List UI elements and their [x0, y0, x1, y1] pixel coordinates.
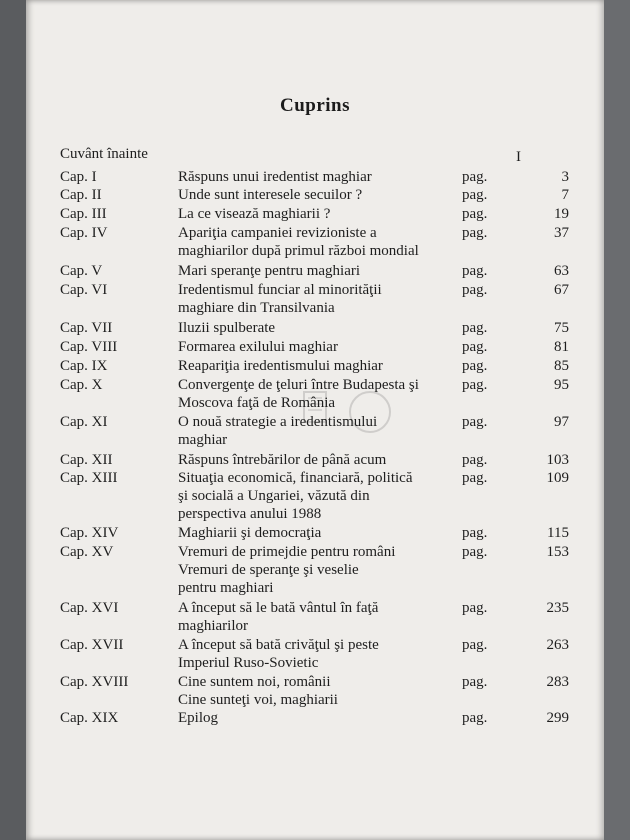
page-title: Cuprins — [279, 95, 351, 116]
chapter-title-line: maghiare din Transilvania — [178, 300, 335, 316]
page-abbrev: pag. — [462, 169, 488, 185]
page-abbrev: pag. — [462, 263, 488, 279]
chapter-title — [178, 319, 478, 337]
page-abbrev: pag. — [462, 470, 488, 486]
chapter-number: Cap. XI — [60, 414, 108, 430]
page-abbrev: pag. — [462, 674, 488, 690]
chapter-number: Cap. XV — [60, 544, 114, 560]
chapter-title-line: A început să le bată vântul în faţă — [178, 600, 379, 616]
chapter-number: Cap. X — [60, 377, 103, 393]
page-number: 235 — [546, 600, 569, 616]
page-abbrev: pag. — [462, 187, 488, 203]
page-number: 95 — [554, 377, 569, 393]
chapter-title — [178, 338, 478, 356]
page-abbrev: pag. — [462, 414, 488, 430]
page-abbrev: pag. — [462, 544, 488, 560]
chapter-title — [178, 186, 478, 204]
chapter-number: Cap. IV — [60, 225, 108, 241]
foreword-label: Cuvânt înainte — [60, 146, 148, 162]
chapter-title-line: Iredentismul funciar al minorităţii — [178, 282, 382, 298]
chapter-title — [178, 168, 478, 186]
page-number: 19 — [554, 206, 569, 222]
chapter-title — [178, 376, 478, 412]
chapter-title-line: Cine sunteţi voi, maghiarii — [178, 692, 338, 708]
chapter-title — [178, 224, 478, 260]
page-abbrev: pag. — [462, 637, 488, 653]
chapter-title-line: maghiar — [178, 432, 228, 448]
page-background-right — [604, 0, 630, 840]
chapter-title — [178, 451, 478, 469]
chapter-title-line: Situaţia economică, financiară, politică — [178, 470, 413, 486]
chapter-title — [178, 413, 478, 449]
page-number: 3 — [561, 169, 569, 185]
chapter-title-line: Reapariţia iredentismului maghiar — [178, 358, 383, 374]
page-number: 299 — [546, 710, 569, 726]
chapter-title-line: Maghiarii şi democraţia — [178, 525, 322, 541]
chapter-number: Cap. XVIII — [60, 674, 129, 690]
page-abbrev: pag. — [462, 339, 488, 355]
chapter-number: Cap. II — [60, 187, 102, 203]
chapter-number: Cap. XII — [60, 452, 113, 468]
chapter-number: Cap. III — [60, 206, 107, 222]
chapter-title-line: maghiarilor — [178, 618, 248, 634]
page-number: 115 — [547, 525, 569, 541]
page-number: 263 — [546, 637, 569, 653]
chapter-title-line: Iluzii spulberate — [178, 320, 276, 336]
chapter-title — [178, 469, 478, 523]
page-number: 37 — [554, 225, 569, 241]
chapter-title-line: La ce visează maghiarii ? — [178, 206, 331, 222]
page-number: 109 — [546, 470, 569, 486]
chapter-number: Cap. VI — [60, 282, 108, 298]
chapter-title-line: Răspuns unui iredentist maghiar — [178, 169, 372, 185]
chapter-title-line: perspectiva anului 1988 — [178, 506, 322, 522]
page-abbrev: pag. — [462, 377, 488, 393]
page-abbrev: pag. — [462, 452, 488, 468]
chapter-title-line: şi socială a Ungariei, văzută din — [178, 488, 370, 504]
page-number: 7 — [561, 187, 569, 203]
chapter-title — [178, 673, 478, 709]
chapter-title — [178, 709, 478, 727]
chapter-title-line: Convergenţe de ţeluri între Budapesta şi — [178, 377, 419, 393]
page-number: 103 — [546, 452, 569, 468]
chapter-number: Cap. XIV — [60, 525, 119, 541]
chapter-title — [178, 205, 478, 223]
chapter-title-line: pentru maghiari — [178, 580, 274, 596]
chapter-title — [178, 524, 478, 542]
chapter-number: Cap. IX — [60, 358, 108, 374]
chapter-title-line: Răspuns întrebărilor de până acum — [178, 452, 387, 468]
page-abbrev: pag. — [462, 320, 488, 336]
chapter-title-line: O nouă strategie a iredentismului — [178, 414, 378, 430]
page-abbrev: pag. — [462, 358, 488, 374]
page-abbrev: pag. — [462, 225, 488, 241]
chapter-title-line: Unde sunt interesele secuilor ? — [178, 187, 363, 203]
chapter-title — [178, 357, 478, 375]
page-abbrev: pag. — [462, 710, 488, 726]
chapter-title-line: A început să bată crivăţul şi peste — [178, 637, 379, 653]
chapter-number: Cap. XIII — [60, 470, 118, 486]
page-abbrev: pag. — [462, 282, 488, 298]
chapter-title — [178, 281, 478, 317]
chapter-number: Cap. I — [60, 169, 97, 185]
chapter-title — [178, 262, 478, 280]
page-number: 97 — [554, 414, 569, 430]
book-page — [26, 0, 604, 840]
chapter-title-line: Mari speranţe pentru maghiari — [178, 263, 361, 279]
page-background-left — [0, 0, 26, 840]
chapter-title-line: Cine suntem noi, românii — [178, 674, 331, 690]
page-abbrev: pag. — [462, 525, 488, 541]
chapter-title-line: Imperiul Ruso-Sovietic — [178, 655, 319, 671]
chapter-title — [178, 543, 478, 597]
page-number: 67 — [554, 282, 569, 298]
chapter-number: Cap. VII — [60, 320, 113, 336]
chapter-title-line: Apariţia campaniei revizioniste a — [178, 225, 377, 241]
chapter-title-line: maghiarilor după primul război mondial — [178, 243, 419, 259]
chapter-number: Cap. V — [60, 263, 103, 279]
chapter-number: Cap. VIII — [60, 339, 118, 355]
chapter-title-line: Vremuri de speranţe şi veselie — [178, 562, 359, 578]
chapter-title — [178, 599, 478, 635]
page-number: 153 — [546, 544, 569, 560]
chapter-title — [178, 636, 478, 672]
chapter-title-line: Moscova faţă de România — [178, 395, 336, 411]
chapter-number: Cap. XIX — [60, 710, 119, 726]
page-number: 81 — [554, 339, 569, 355]
page-abbrev: pag. — [462, 600, 488, 616]
page-abbrev: pag. — [462, 206, 488, 222]
page-number: 75 — [554, 320, 569, 336]
chapter-title-line: Vremuri de primejdie pentru români — [178, 544, 396, 560]
page-number: 283 — [546, 674, 569, 690]
chapter-title-line: Formarea exilului maghiar — [178, 339, 338, 355]
chapter-number: Cap. XVI — [60, 600, 119, 616]
page-number: 63 — [554, 263, 569, 279]
chapter-title-line: Epilog — [178, 710, 218, 726]
chapter-number: Cap. XVII — [60, 637, 124, 653]
page-number: 85 — [554, 358, 569, 374]
foreword-page-number: I — [516, 149, 521, 165]
